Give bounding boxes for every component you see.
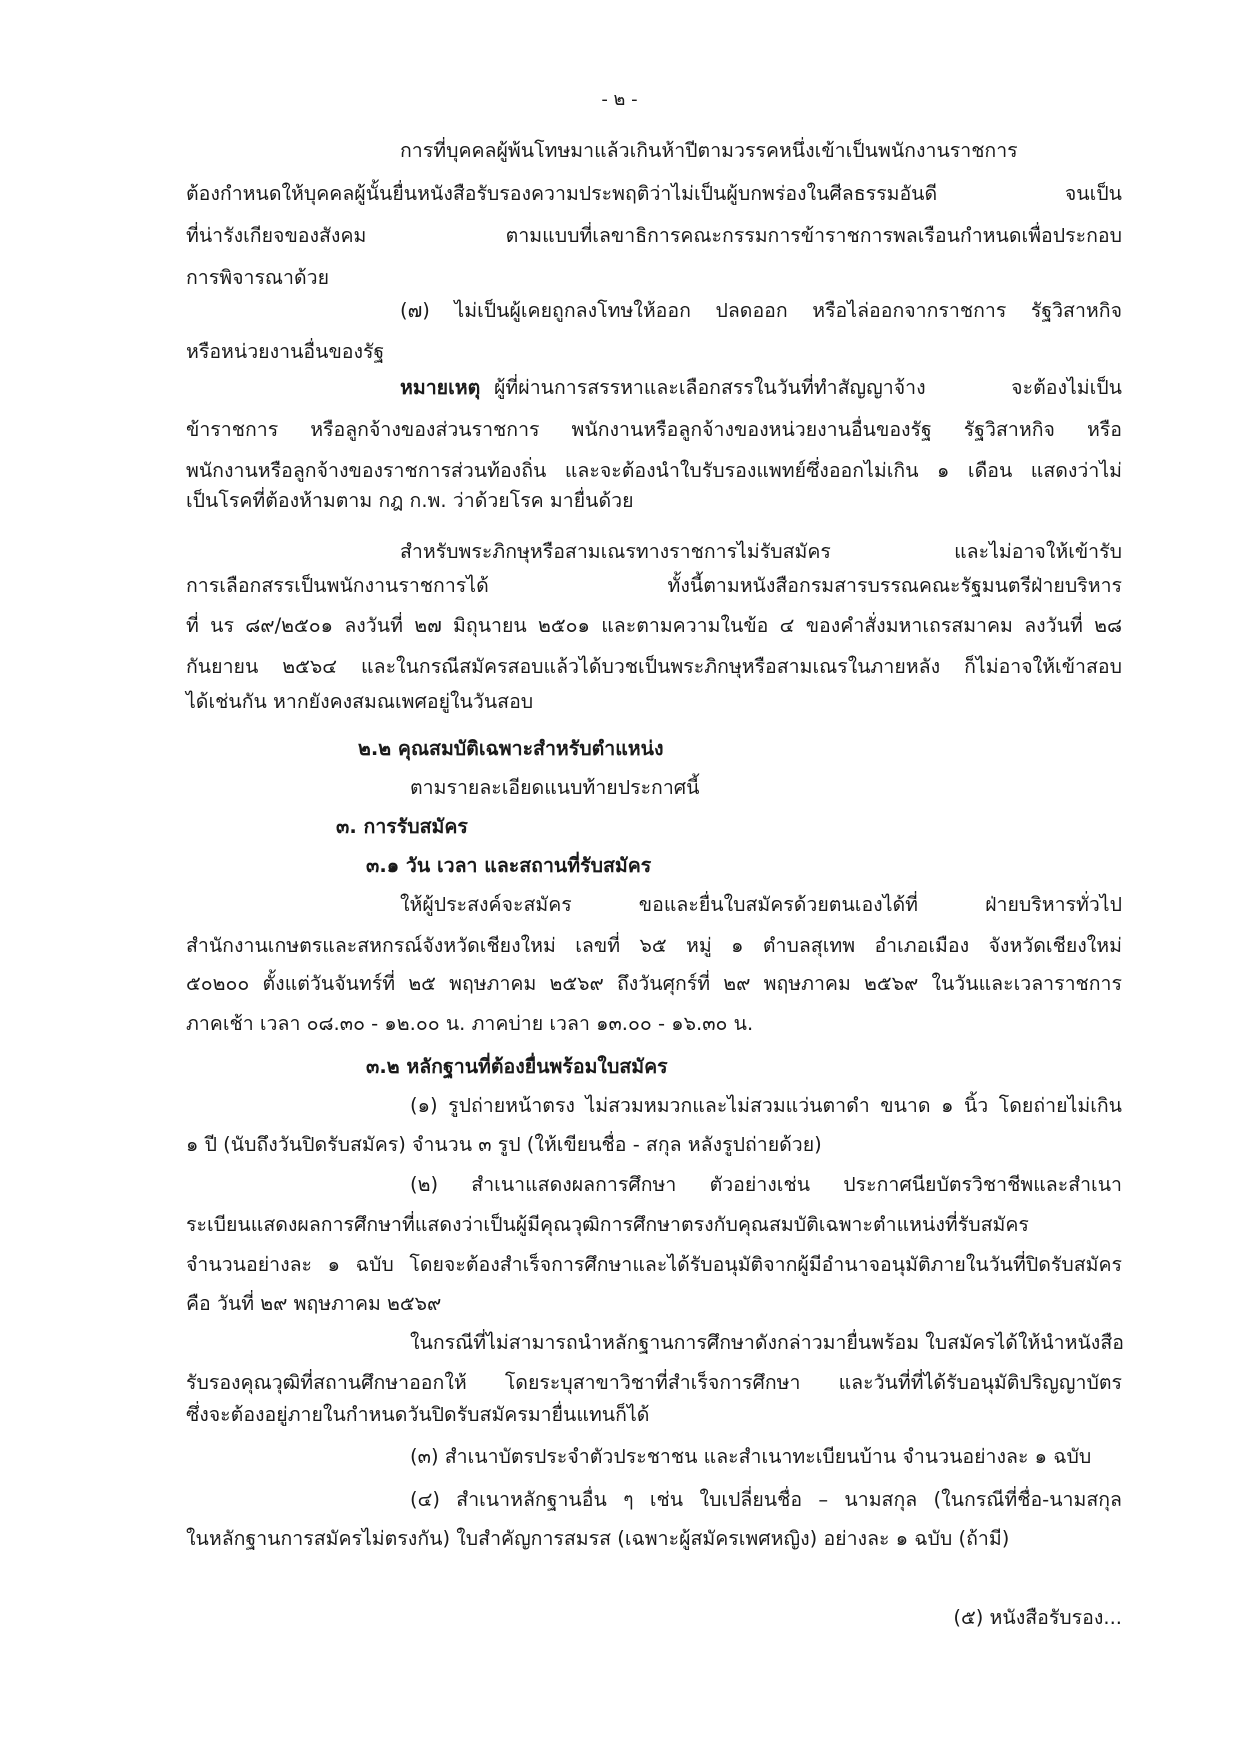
paragraph-line: ให้ผู้ประสงค์จะสมัคร ขอและยื่นใบสมัครด้วยตนเองได้ที่ ฝ่ายบริหารทั่วไป	[400, 893, 1122, 916]
paragraph-line: ตามรายละเอียดแนบท้ายประกาศนี้	[410, 776, 700, 799]
paragraph-line: สำนักงานเกษตรและสหกรณ์จังหวัดเชียงใหม่ เลขที่ ๖๕ หมู่ ๑ ตำบลสุเทพ อำเภอเมือง จังหวัดเชียงใหม่	[186, 934, 1122, 957]
section-heading: ๒.๒ คุณสมบัติเฉพาะสำหรับตำแหน่ง	[358, 737, 664, 760]
paragraph-line: ในหลักฐานการสมัครไม่ตรงกัน) ใบสำคัญการสมรส (เฉพาะผู้สมัครเพศหญิง) อย่างละ ๑ ฉบับ (ถ้ามี)	[186, 1527, 1010, 1550]
paragraph-line: ต้องกำหนดให้บุคคลผู้นั้นยื่นหนังสือรับรองความประพฤติว่าไม่เป็นผู้บกพร่องในศีลธรรมอันดี จนเป็น	[186, 182, 1122, 205]
paragraph-line: (๔) สำเนาหลักฐานอื่น ๆ เช่น ใบเปลี่ยนชื่อ – นามสกุล (ในกรณีที่ชื่อ-นามสกุล	[410, 1488, 1122, 1511]
paragraph-line: (๗) ไม่เป็นผู้เคยถูกลงโทษให้ออก ปลดออก หรือไล่ออกจากราชการ รัฐวิสาหกิจ	[400, 299, 1122, 322]
paragraph-line: ในกรณีที่ไม่สามารถนำหลักฐานการศึกษาดังกล่าวมายื่นพร้อม ใบสมัครได้ให้นำหนังสือ	[410, 1331, 1124, 1354]
paragraph-line: การเลือกสรรเป็นพนักงานราชการได้ ทั้งนี้ตามหนังสือกรมสารบรรณคณะรัฐมนตรีฝ่ายบริหาร	[186, 574, 1122, 597]
paragraph-line: หรือหน่วยงานอื่นของรัฐ	[186, 340, 385, 363]
note-label-text: หมายเหตุ	[400, 376, 481, 399]
paragraph-line: การที่บุคคลผู้พ้นโทษมาแล้วเกินห้าปีตามวรรคหนึ่งเข้าเป็นพนักงานราชการ	[400, 139, 1018, 162]
paragraph-line: คือ วันที่ ๒๙ พฤษภาคม ๒๕๖๙	[186, 1292, 442, 1315]
paragraph-line: ที่น่ารังเกียจของสังคม ตามแบบที่เลขาธิการคณะกรรมการข้าราชการพลเรือนกำหนดเพื่อประกอบ	[186, 224, 1122, 247]
page-number: - ๒ -	[601, 89, 638, 110]
paragraph-line: (๒) สำเนาแสดงผลการศึกษา ตัวอย่างเช่น ประกาศนียบัตรวิชาชีพและสำเนา	[410, 1173, 1122, 1196]
note-label	[400, 374, 480, 402]
paragraph-line: กันยายน ๒๕๖๔ และในกรณีสมัครสอบแล้วได้บวชเป็นพระภิกษุหรือสามเณรในภายหลัง ก็ไม่อาจให้เข้าสอบ	[186, 655, 1122, 678]
paragraph-line: จำนวนอย่างละ ๑ ฉบับ โดยจะต้องสำเร็จการศึกษาและได้รับอนุมัติจากผู้มีอำนาจอนุมัติภายในวันที่ปิดรับสมัคร	[186, 1253, 1122, 1276]
paragraph-line: ๑ ปี (นับถึงวันปิดรับสมัคร) จำนวน ๓ รูป (ให้เขียนชื่อ - สกุล หลังรูปถ่ายด้วย)	[186, 1133, 822, 1156]
paragraph-line: ข้าราชการ หรือลูกจ้างของส่วนราชการ พนักงานหรือลูกจ้างของหน่วยงานอื่นของรัฐ รัฐวิสาหกิจ หรือ	[186, 418, 1122, 441]
paragraph-line: การพิจารณาด้วย	[186, 266, 330, 289]
paragraph-line: พนักงานหรือลูกจ้างของราชการส่วนท้องถิ่น และจะต้องนำใบรับรองแพทย์ซึ่งออกไม่เกิน ๑ เดือน แสดงว่าไม่	[186, 459, 1122, 482]
paragraph-line: ภาคเช้า เวลา ๐๘.๓๐ - ๑๒.๐๐ น. ภาคบ่าย เวลา ๑๓.๐๐ - ๑๖.๓๐ น.	[186, 1012, 754, 1035]
paragraph-line: ระเบียนแสดงผลการศึกษาที่แสดงว่าเป็นผู้มีคุณวุฒิการศึกษาตรงกับคุณสมบัติเฉพาะตำแหน่งที่รับสมัคร	[186, 1213, 1029, 1236]
paragraph-line: สำหรับพระภิกษุหรือสามเณรทางราชการไม่รับสมัคร และไม่อาจให้เข้ารับ	[400, 540, 1122, 563]
section-heading: ๓.๒ หลักฐานที่ต้องยื่นพร้อมใบสมัคร	[366, 1055, 668, 1078]
page-continuation: (๕) หนังสือรับรอง...	[953, 1606, 1122, 1629]
section-heading: ๓. การรับสมัคร	[336, 815, 468, 838]
section-heading: ๓.๑ วัน เวลา และสถานที่รับสมัคร	[366, 854, 652, 877]
paragraph-line: (๓) สำเนาบัตรประจำตัวประชาชน และสำเนาทะเบียนบ้าน จำนวนอย่างละ ๑ ฉบับ	[410, 1445, 1092, 1468]
paragraph-line: เป็นโรคที่ต้องห้ามตาม กฎ ก.พ. ว่าด้วยโรค มายื่นด้วย	[186, 489, 634, 512]
paragraph-line: ผู้ที่ผ่านการสรรหาและเลือกสรรในวันที่ทำสัญญาจ้าง จะต้องไม่เป็น	[494, 376, 1122, 399]
paragraph-line: รับรองคุณวุฒิที่สถานศึกษาออกให้ โดยระบุสาขาวิชาที่สำเร็จการศึกษา และวันที่ที่ได้รับอนุมัติปริญญาบัตร	[186, 1371, 1122, 1394]
paragraph-line: ซึ่งจะต้องอยู่ภายในกำหนดวันปิดรับสมัครมายื่นแทนก็ได้	[186, 1403, 650, 1426]
paragraph-line: ได้เช่นกัน หากยังคงสมณเพศอยู่ในวันสอบ	[186, 690, 534, 713]
paragraph-line: (๑) รูปถ่ายหน้าตรง ไม่สวมหมวกและไม่สวมแว่นตาดำ ขนาด ๑ นิ้ว โดยถ่ายไม่เกิน	[410, 1094, 1122, 1117]
paragraph-line: ๕๐๒๐๐ ตั้งแต่วันจันทร์ที่ ๒๕ พฤษภาคม ๒๕๖๙ ถึงวันศุกร์ที่ ๒๙ พฤษภาคม ๒๕๖๙ ในวันและเวลาราชการ	[186, 972, 1122, 995]
paragraph-line: ที่ นร ๘๙/๒๕๐๑ ลงวันที่ ๒๗ มิถุนายน ๒๕๐๑ และตามความในข้อ ๔ ของคำสั่งมหาเถรสมาคม ลงวันที่ ๒๘	[186, 614, 1122, 637]
